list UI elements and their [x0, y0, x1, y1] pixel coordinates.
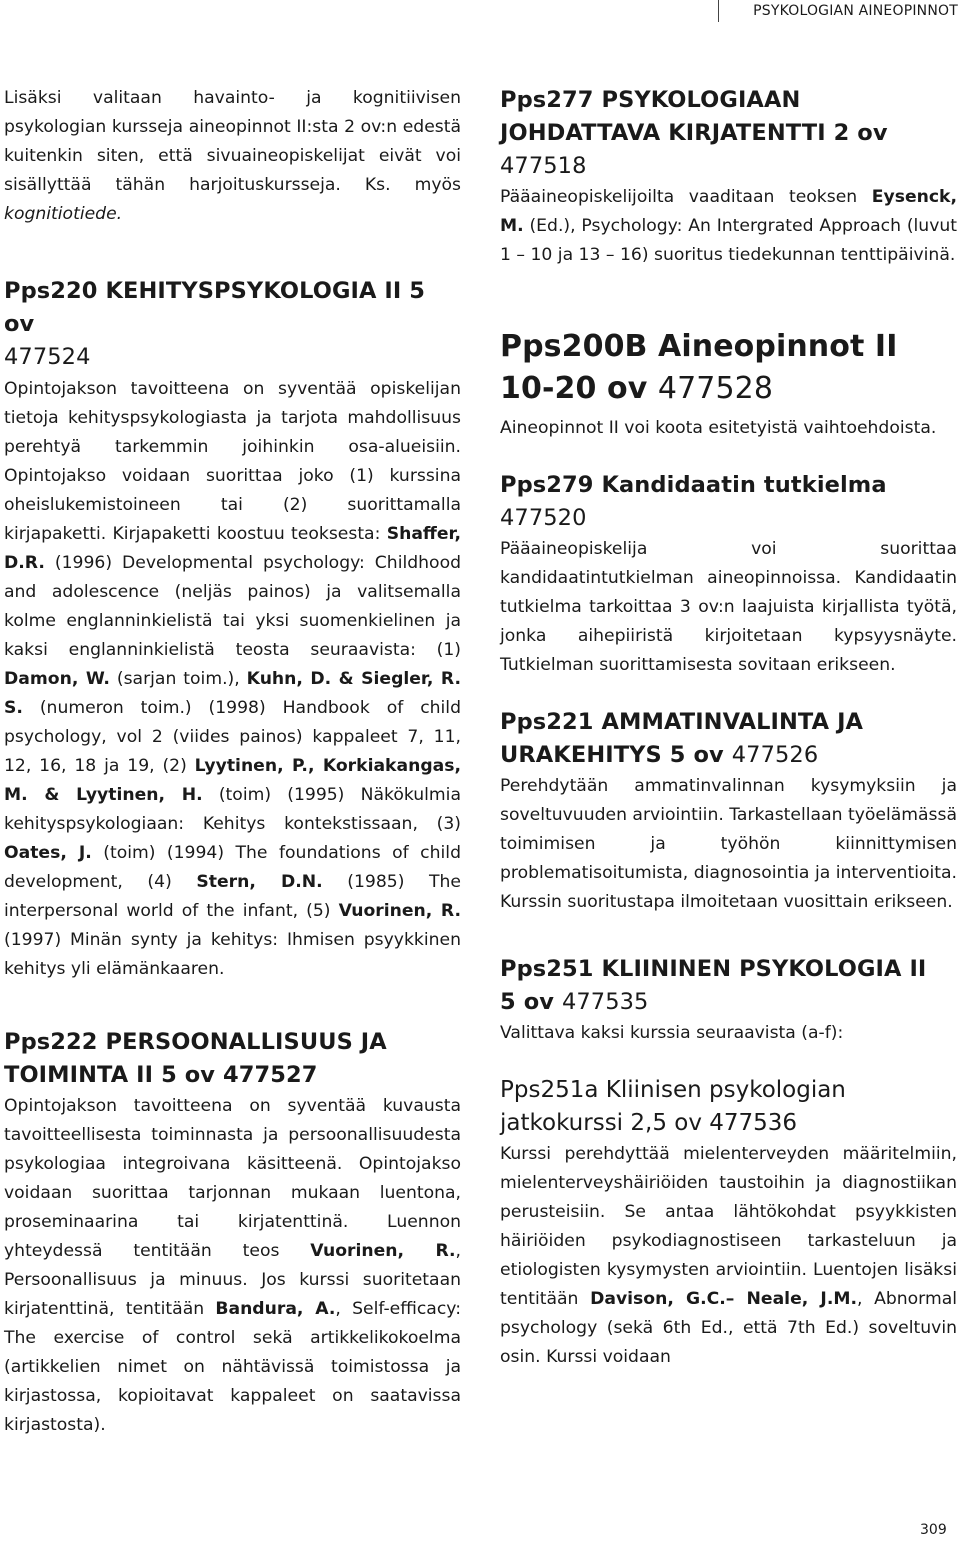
pps222-text-2: , Persoonallisuus ja minuus. Jos kurssi suoritetaan kirjatenttinä, tentitään	[4, 1241, 461, 1319]
pps220-author-7: Vuorinen, R.	[338, 901, 462, 921]
intro-emphasis: kognitiotiede.	[4, 204, 123, 224]
pps251a-title-line2: jatkokurssi 2,5 ov 477536	[500, 1110, 798, 1136]
pps251a-author-1: Davison, G.C.– Neale, J.M.	[590, 1289, 857, 1309]
pps220-title: Pps220 KEHITYSPSYKOLOGIA II 5 ov	[4, 278, 426, 337]
pps251a-text	[500, 1140, 957, 1372]
pps251a-heading	[500, 1074, 957, 1140]
pps251-code: 477535	[561, 989, 649, 1015]
pps279-title: Pps279 Kandidaatin tutkielma	[500, 472, 887, 498]
pps222-text-3: , Self-efficacy: The exercise of control sekä artikkelikokoelma (artikkelien nimet on nähtävissä toimistossa ja kirjastossa, kopioitavat kappaleet on saatavissa kirjastosta).	[4, 1299, 461, 1435]
pps222-text	[4, 1092, 461, 1440]
pps220-text-4: (numeron toim.) (1998) Handbook of child psychology, vol 2 (viides painos) kappaleet 7, 11, 12, 16, 18 ja 19, (2)	[4, 698, 461, 776]
pps279-code: 477520	[500, 505, 587, 531]
pps222-author-2: Bandura, A.	[215, 1299, 336, 1319]
right-column	[500, 84, 957, 1372]
pps200b-text: Aineopinnot II voi koota esitetyistä vaihtoehdoista.	[500, 418, 937, 438]
pps221-code: 477526	[731, 742, 819, 768]
pps251-heading	[500, 953, 957, 1019]
pps279-text: Pääaineopiskelija voi suorittaa kandidaatintutkielman aineopinnoissa. Kandidaatin tutkielma tarkoittaa 3 ov:n laajuista kirjallista työtä, jonka aihepiiristä kirjoitetaan kypsyysnäyte. Tutkielman suorittamisesta sovitaan erikseen.	[500, 539, 957, 675]
pps277-text-2: (Ed.), Psychology: An Intergrated Approach (luvut 1 – 10 ja 13 – 16) suoritus tiedekunnan tenttipäivinä.	[500, 216, 957, 265]
pps221-title-line2: URAKEHITYS 5 ov	[500, 742, 724, 768]
pps277-author-1: Eysenck, M.	[500, 187, 957, 236]
pps220-author-6: Stern, D.N.	[196, 872, 323, 892]
pps200b-title-line1: Pps200B Aineopinnot II	[500, 329, 898, 364]
pps251-title-line1: Pps251 KLIININEN PSYKOLOGIA II	[500, 956, 927, 982]
pps220-author-5: Oates, J.	[4, 843, 92, 863]
pps200b-heading	[500, 326, 957, 410]
pps220-text-6: (toim) (1994) The foundations of child development, (4)	[4, 843, 461, 892]
pps200b-title-line2: 10-20 ov	[500, 371, 648, 406]
pps221-title-line1: Pps221 AMMATINVALINTA JA	[500, 709, 864, 735]
intro-text: Lisäksi valitaan havainto- ja kognitiivisen psykologian kursseja aineopinnot II:sta 2 ov:n edestä kuitenkin siten, että sivuaineopiskelijat eivät voi sisällyttää tähän harjoituskursseja. Ks. myös	[4, 88, 461, 195]
pps222-heading	[4, 1026, 461, 1092]
pps220-author-1: Shaffer, D.R.	[4, 524, 461, 573]
pps221-heading	[500, 706, 957, 772]
pps220-author-4: Lyytinen, P., Korkiakangas, M. & Lyytinen, H.	[4, 756, 461, 805]
pps222-title-line1: Pps222 PERSOONALLISUUS JA	[4, 1029, 387, 1055]
pps220-text-7: (1985) The interpersonal world of the infant, (5)	[4, 872, 462, 921]
pps220-text-3: (sarjan toim.),	[109, 669, 247, 689]
pps220-text-8: (1997) Minän synty ja kehitys: Ihmisen psyykkinen kehitys yli elämänkaaren.	[4, 930, 461, 979]
pps200b-code: 477528	[657, 371, 774, 406]
pps251-text: Valittava kaksi kurssia seuraavista (a-f):	[500, 1023, 844, 1043]
pps220-text	[4, 375, 461, 984]
pps222-text-1: Opintojakson tavoitteena on syventää kuvausta tavoitteellisesta toiminnasta ja persoonallisuudesta psykologiaa integroivana käsitteenä. Opintojakso voidaan suorittaa tarjonnan mukaan luentona, proseminaarina tai kirjatenttinä. Luennon yhteydessä tentitään teos	[4, 1096, 461, 1261]
pps277-title-line2: JOHDATTAVA KIRJATENTTI 2 ov	[500, 120, 888, 146]
pps222-title-line2: TOIMINTA II 5 ov 477527	[4, 1062, 318, 1088]
pps251a-title-line1: Pps251a Kliinisen psykologian	[500, 1077, 846, 1103]
pps221-text: Perehdytään ammatinvalinnan kysymyksiin ja soveltuvuuden arviointiin. Tarkastellaan työelämässä toimimisen ja työhön kiinnittymisen problematisoitumista, diagnosointia ja interventioita. Kurssin suoritustapa ilmoitetaan vuosittain erikseen.	[500, 776, 957, 912]
pps277-code: 477518	[500, 153, 587, 179]
pps277-text-1: Pääaineopiskelijoilta vaaditaan teoksen	[500, 187, 872, 207]
pps220-text-5: (toim) (1995) Näkökulmia kehityspsykologiaan: Kehitys kontekstissaan, (3)	[4, 785, 461, 834]
pps220-author-2: Damon, W.	[4, 669, 110, 689]
pps277-title-line1: Pps277 PSYKOLOGIAAN	[500, 87, 801, 113]
pps222-author-1: Vuorinen, R.	[310, 1241, 456, 1261]
pps277-heading	[500, 84, 957, 183]
page-number: 309	[920, 1522, 947, 1538]
pps220-text-2: (1996) Developmental psychology: Childhood and adolescence (neljäs painos) ja valitsemalla kolme englanninkielistä tai yksi suomenkielinen ja kaksi englanninkielistä teosta seuraavista: (1)	[4, 553, 461, 660]
pps220-author-3: Kuhn, D. & Siegler, R. S.	[4, 669, 461, 718]
pps277-text	[500, 183, 957, 270]
pps220-heading	[4, 275, 461, 374]
running-head: PSYKOLOGIAN AINEOPINNOT	[718, 0, 960, 22]
intro-paragraph	[4, 84, 461, 229]
pps251a-text-1: Kurssi perehdyttää mielenterveyden määritelmiin, mielenterveyshäiriöiden taustoihin ja diagnostiikan perusteisiin. Se antaa lähtökohdat psyykkisten häiriöiden psykodiagnostiseen tarkasteluun ja etiologisten kysymysten arviointiin. Luentojen lisäksi tentitään	[500, 1144, 957, 1309]
pps251-title-line2: 5 ov	[500, 989, 555, 1015]
pps220-code: 477524	[4, 344, 91, 370]
left-column	[4, 84, 461, 1440]
pps220-text-1: Opintojakson tavoitteena on syventää opiskelijan tietoja kehityspsykologiasta ja tarjota mahdollisuus perehtyä tarkemmin joihinkin osa-alueisiin. Opintojakso voidaan suorittaa joko (1) kurssina oheislukemistoineen tai (2) suorittamalla kirjapaketti. Kirjapaketti koostuu teoksesta:	[4, 379, 461, 544]
pps279-heading	[500, 469, 957, 535]
pps251a-text-2: , Abnormal psychology (sekä 6th Ed., että 7th Ed.) soveltuvin osin. Kurssi voidaan	[500, 1289, 957, 1367]
